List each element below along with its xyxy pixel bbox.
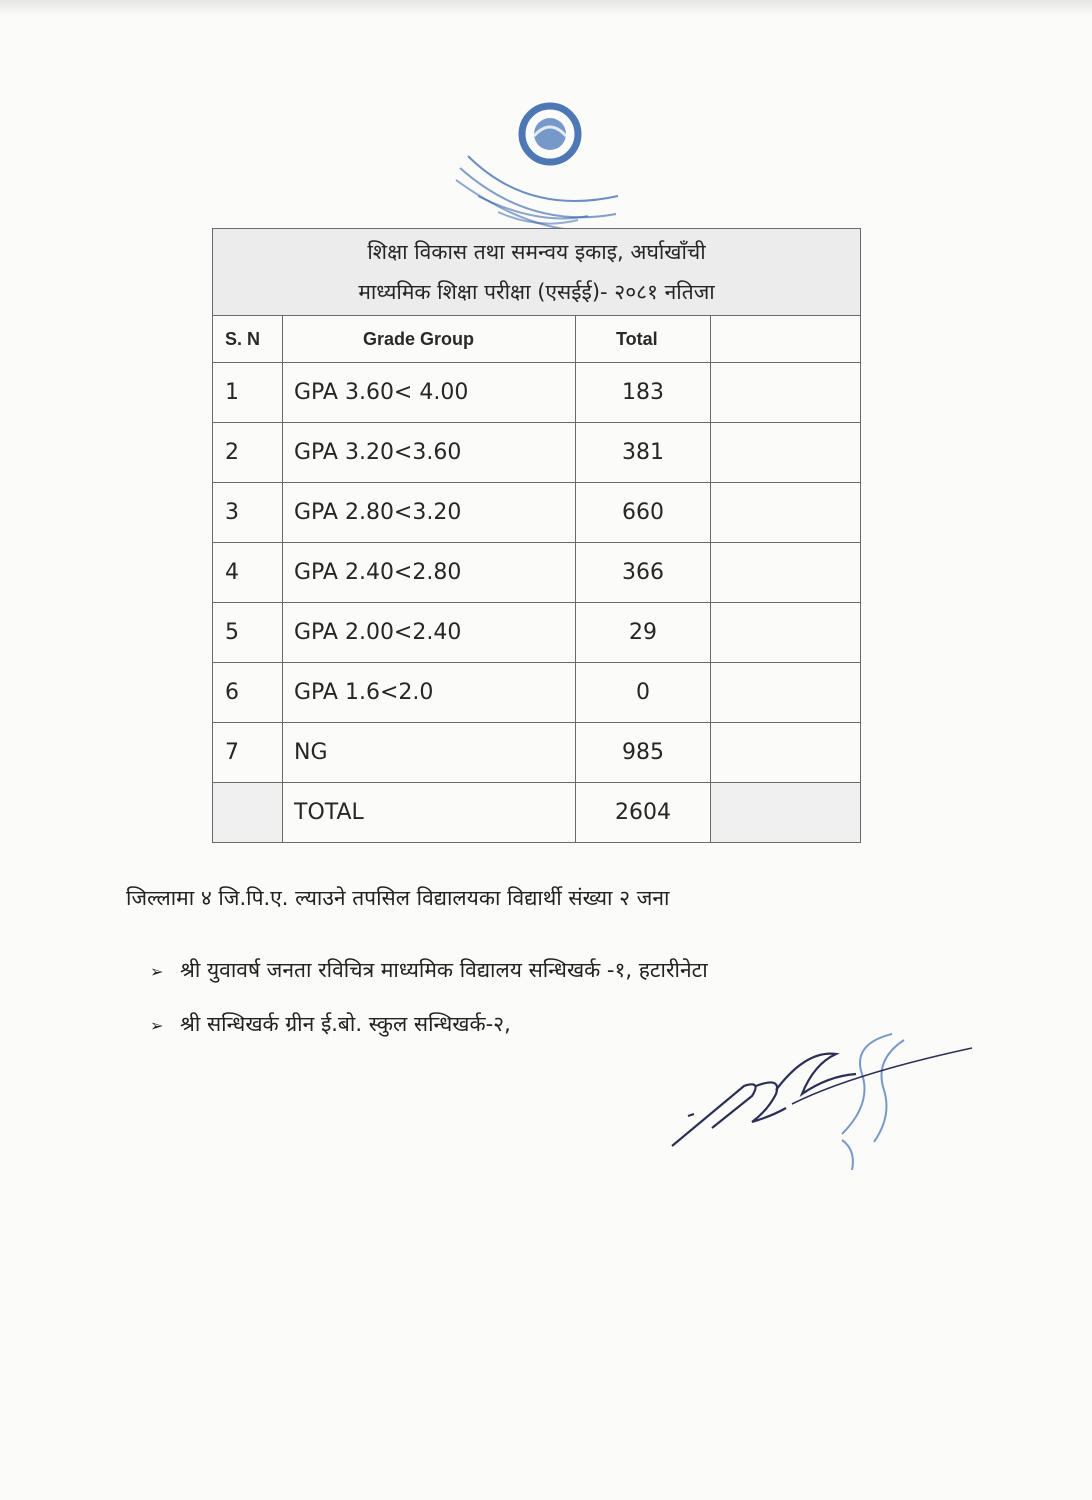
- row-total: 985: [576, 723, 711, 783]
- arrow-bullet-icon: ➢: [150, 962, 164, 981]
- row-sn: 5: [213, 603, 283, 663]
- table-row: [213, 543, 861, 603]
- row-total: 183: [576, 363, 711, 423]
- table-row: [213, 483, 861, 543]
- row-sn: 4: [213, 543, 283, 603]
- row-sn: 3: [213, 483, 283, 543]
- row-blank: [711, 603, 861, 663]
- school-list: [150, 950, 708, 1058]
- list-item: [150, 1004, 708, 1058]
- signature-icon: [652, 1020, 982, 1200]
- row-grade-group: TOTAL: [283, 783, 576, 843]
- row-grade-group: GPA 2.40<2.80: [283, 543, 576, 603]
- row-grade-group: GPA 2.80<3.20: [283, 483, 576, 543]
- table-row: [213, 363, 861, 423]
- table-row: [213, 663, 861, 723]
- table-total-row: [213, 783, 861, 843]
- row-blank: [711, 663, 861, 723]
- table-row: [213, 423, 861, 483]
- row-total: 0: [576, 663, 711, 723]
- table-title: [213, 229, 861, 316]
- header-grade-group: Grade Group: [283, 316, 576, 363]
- table-header-row: [213, 316, 861, 363]
- row-blank: [711, 783, 861, 843]
- row-sn: [213, 783, 283, 843]
- row-sn: 6: [213, 663, 283, 723]
- row-total: 660: [576, 483, 711, 543]
- table-title-line-1: शिक्षा विकास तथा समन्वय इकाइ, अर्घाखाँची: [367, 240, 706, 264]
- row-blank: [711, 423, 861, 483]
- arrow-bullet-icon: ➢: [150, 1016, 164, 1035]
- row-total: 366: [576, 543, 711, 603]
- header-sn: S. N: [213, 316, 283, 363]
- row-blank: [711, 363, 861, 423]
- row-blank: [711, 483, 861, 543]
- row-grade-group: GPA 2.00<2.40: [283, 603, 576, 663]
- row-blank: [711, 543, 861, 603]
- header-blank: [711, 316, 861, 363]
- row-grade-group: GPA 3.60< 4.00: [283, 363, 576, 423]
- school-name: श्री सन्धिखर्क ग्रीन ई.बो. स्कुल सन्धिखर्क-२,: [180, 1012, 511, 1036]
- scan-top-shade: [0, 0, 1092, 16]
- table-title-line-2: माध्यमिक शिक्षा परीक्षा (एसईई)- २०८१ नतिजा: [358, 280, 715, 304]
- list-item: [150, 950, 708, 1004]
- row-sn: 7: [213, 723, 283, 783]
- row-grade-group: NG: [283, 723, 576, 783]
- row-sn: 2: [213, 423, 283, 483]
- table-row: [213, 603, 861, 663]
- table-row: [213, 723, 861, 783]
- row-total: 29: [576, 603, 711, 663]
- header-total: Total: [576, 316, 711, 363]
- row-total: 2604: [576, 783, 711, 843]
- row-sn: 1: [213, 363, 283, 423]
- row-total: 381: [576, 423, 711, 483]
- school-name: श्री युवावर्ष जनता रविचित्र माध्यमिक विद्यालय सन्धिखर्क -१, हटारीनेटा: [180, 958, 708, 982]
- result-table: [212, 228, 861, 843]
- official-seal-icon: [438, 96, 622, 236]
- row-blank: [711, 723, 861, 783]
- summary-text: जिल्लामा ४ जि.पि.ए. ल्याउने तपसिल विद्यालयका विद्यार्थी संख्या २ जना: [126, 886, 670, 910]
- row-grade-group: GPA 1.6<2.0: [283, 663, 576, 723]
- row-grade-group: GPA 3.20<3.60: [283, 423, 576, 483]
